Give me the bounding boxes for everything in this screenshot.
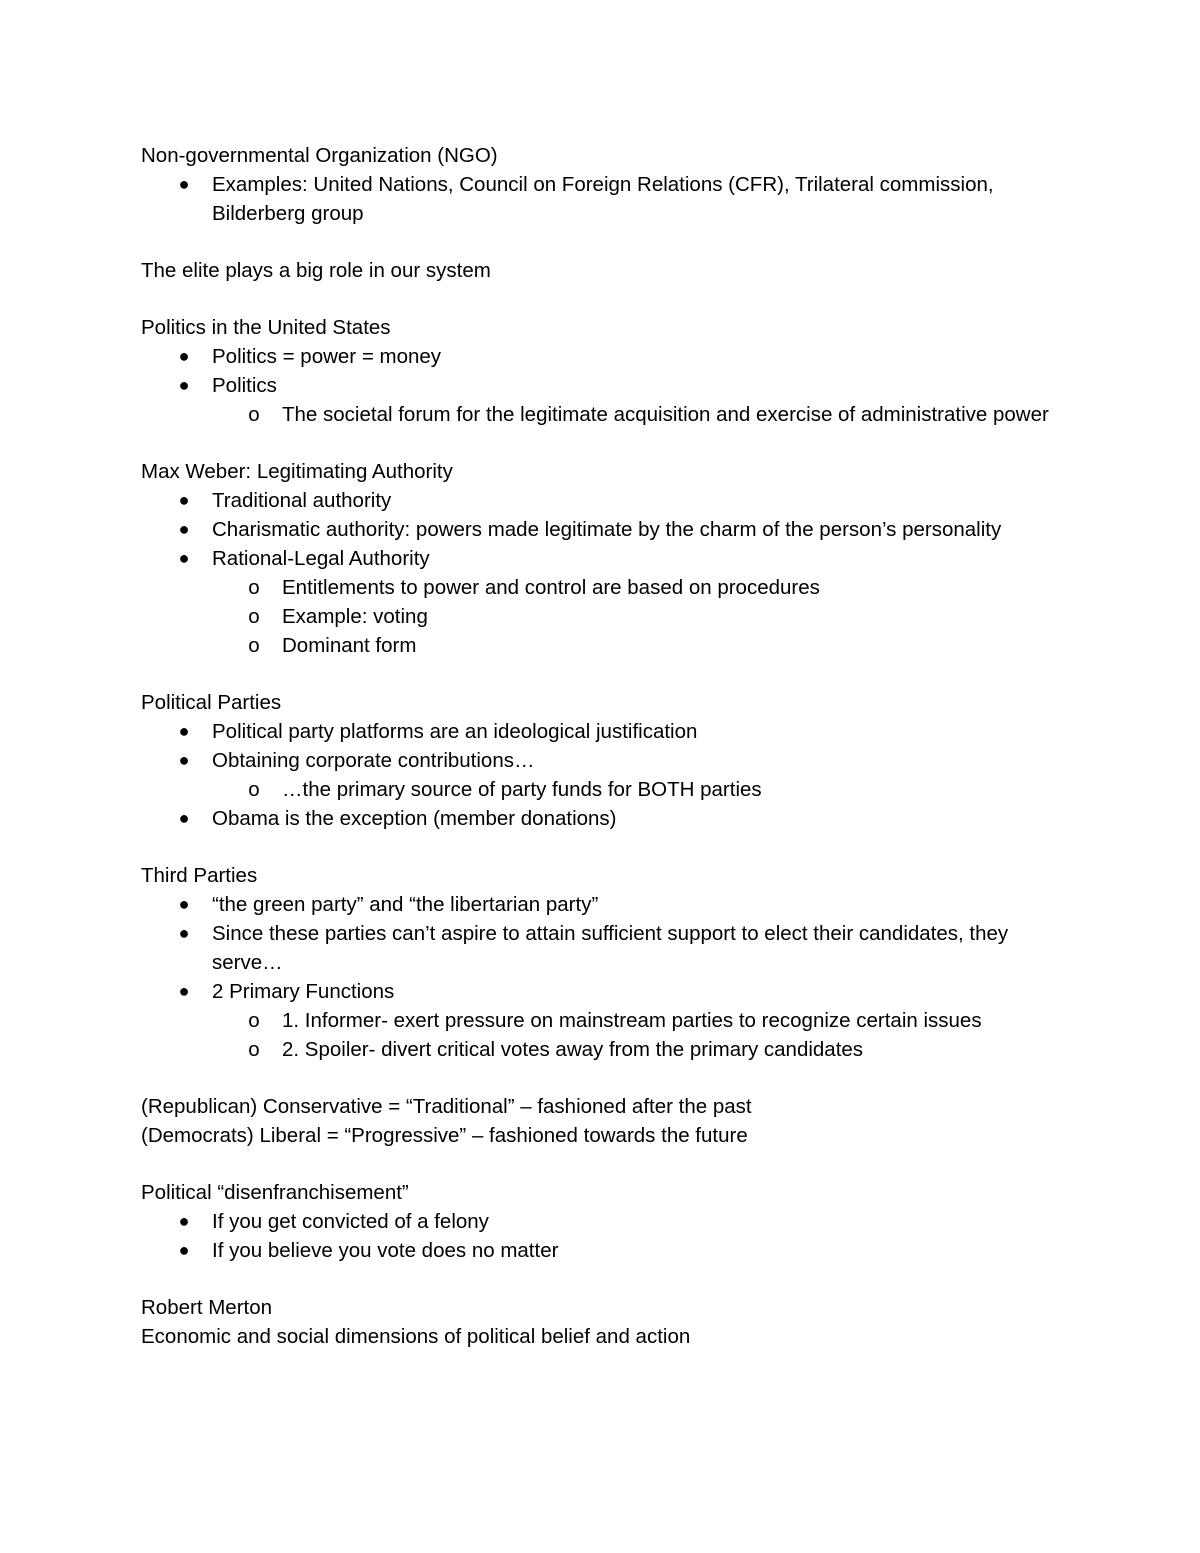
sub-bullet-icon: o xyxy=(248,576,260,599)
bullet-icon: ● xyxy=(178,1240,190,1260)
list-item-text: Rational-Legal Authority xyxy=(212,547,430,570)
sub-bullet-icon: o xyxy=(248,1038,260,1061)
list-item xyxy=(141,1236,1071,1265)
sub-list-item-text: The societal forum for the legitimate acquisition and exercise of administrative power xyxy=(282,403,1049,426)
bullet-icon: ● xyxy=(178,1211,190,1231)
sub-bullet-icon: o xyxy=(248,778,260,801)
list-item xyxy=(141,977,1071,1006)
heading-elite: The elite plays a big role in our system xyxy=(141,259,491,282)
heading-weber: Max Weber: Legitimating Authority xyxy=(141,460,453,483)
merton-description: Economic and social dimensions of political belief and action xyxy=(141,1325,691,1348)
sub-list-item xyxy=(141,602,1071,631)
list-item xyxy=(141,342,1071,371)
list-item-text: Obtaining corporate contributions… xyxy=(212,749,535,772)
sub-list-item-text: Entitlements to power and control are based on procedures xyxy=(282,576,820,599)
sub-list-item xyxy=(141,400,1071,429)
bullet-icon: ● xyxy=(178,981,190,1001)
list-item xyxy=(141,515,1071,544)
list-item xyxy=(141,371,1071,400)
list-item-text: Since these parties can’t aspire to attain sufficient support to elect their candidates, they serve… xyxy=(212,922,1009,974)
sub-list-item xyxy=(141,1035,1071,1064)
list-item-text: “the green party” and “the libertarian party” xyxy=(212,893,599,916)
sub-list-item-text: 1. Informer- exert pressure on mainstream parties to recognize certain issues xyxy=(282,1009,982,1032)
bullet-icon: ● xyxy=(178,808,190,828)
heading-disenfranchisement: Political “disenfranchisement” xyxy=(141,1181,409,1204)
list-item xyxy=(141,919,1071,977)
list-item xyxy=(141,890,1071,919)
ideology-line-republican: (Republican) Conservative = “Traditional” – fashioned after the past xyxy=(141,1095,752,1118)
heading-politics-us: Politics in the United States xyxy=(141,316,391,339)
sub-bullet-icon: o xyxy=(248,403,260,426)
bullet-icon: ● xyxy=(178,894,190,914)
sub-list-item xyxy=(141,775,1071,804)
bullet-icon: ● xyxy=(178,548,190,568)
list-item xyxy=(141,746,1071,775)
heading-robert-merton: Robert Merton xyxy=(141,1296,273,1319)
bullet-icon: ● xyxy=(178,346,190,366)
sub-list-item xyxy=(141,631,1071,660)
bullet-icon: ● xyxy=(178,519,190,539)
list-item xyxy=(141,1207,1071,1236)
heading-ngo: Non-governmental Organization (NGO) xyxy=(141,144,498,167)
sub-list-item xyxy=(141,1006,1071,1035)
list-item-text: Examples: United Nations, Council on Foreign Relations (CFR), Trilateral commission, Bilderberg group xyxy=(212,173,994,225)
list-item-text: If you believe you vote does no matter xyxy=(212,1239,559,1262)
list-item-text: Political party platforms are an ideological justification xyxy=(212,720,698,743)
list-item xyxy=(141,544,1071,573)
list-item-text: 2 Primary Functions xyxy=(212,980,395,1003)
list-item xyxy=(141,170,1071,228)
ideology-line-democrats: (Democrats) Liberal = “Progressive” – fashioned towards the future xyxy=(141,1124,748,1147)
bullet-icon: ● xyxy=(178,923,190,943)
sub-list-item xyxy=(141,573,1071,602)
list-item xyxy=(141,804,1071,833)
list-item-text: Politics xyxy=(212,374,277,397)
list-item-text: Obama is the exception (member donations) xyxy=(212,807,617,830)
list-item-text: Politics = power = money xyxy=(212,345,442,368)
sub-bullet-icon: o xyxy=(248,1009,260,1032)
sub-bullet-icon: o xyxy=(248,605,260,628)
bullet-icon: ● xyxy=(178,375,190,395)
list-item-text: Charismatic authority: powers made legitimate by the charm of the person’s personality xyxy=(212,518,1002,541)
list-item xyxy=(141,717,1071,746)
list-item-text: If you get convicted of a felony xyxy=(212,1210,489,1233)
bullet-icon: ● xyxy=(178,750,190,770)
heading-third-parties: Third Parties xyxy=(141,864,258,887)
document-page xyxy=(141,141,1071,1351)
list-item-text: Traditional authority xyxy=(212,489,392,512)
sub-bullet-icon: o xyxy=(248,634,260,657)
sub-list-item-text: …the primary source of party funds for BOTH parties xyxy=(282,778,762,801)
bullet-icon: ● xyxy=(178,721,190,741)
list-item xyxy=(141,486,1071,515)
sub-list-item-text: Example: voting xyxy=(282,605,428,628)
sub-list-item-text: 2. Spoiler- divert critical votes away from the primary candidates xyxy=(282,1038,864,1061)
bullet-icon: ● xyxy=(178,490,190,510)
bullet-icon: ● xyxy=(178,174,190,194)
sub-list-item-text: Dominant form xyxy=(282,634,417,657)
heading-political-parties: Political Parties xyxy=(141,691,282,714)
